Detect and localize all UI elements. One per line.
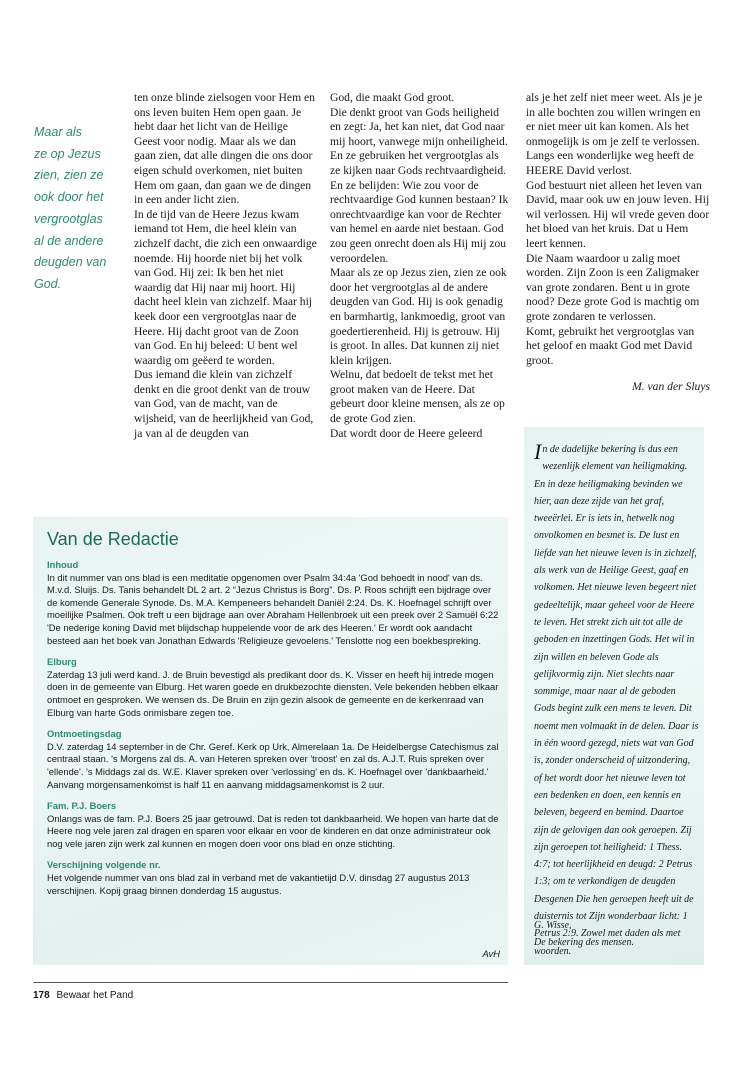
section-text: Onlangs was de fam. P.J. Boers 25 jaar getrouwd. Dat is reden tot dankbaarheid. We hopen van harte dat de Heere nog vele jaren zal dragen en sparen voor elkaar en voor de kinderen en dat onze administrateur ook nog vele jaren zijn werk zal kunnen en mogen doen voor ons blad en onze stichting. [47,812,499,849]
pull-quote [34,122,110,296]
paragraph: God bestuurt niet alleen het leven van David, maar ook uw en jouw leven. Hij wil verlossen. Hij wil vrede geven door het bloed van het kruis. Dat u Hem leert kennen. [526,178,710,250]
page-footer [33,990,133,1001]
paragraph: Komt, gebruikt het vergrootglas van het geloof en maakt God met David groot. [526,324,695,367]
paragraph: In de tijd van de Heere Jezus kwam iemand tot Hem, die heel klein van zichzelf dacht, die zich een onwaardige noemde. Hij hoorde niet bij het volk van God. Hij zei: Ik ben het niet waardig dat Hij naar mij hoort. Hij dacht heel klein van zichzelf. Maar hij keek door een vergrootglas naar de Heere. Hij dacht groot van de Zoon van God. En hij beleed: U bent wel waardig om geëerd te worden. [134,207,317,367]
paragraph: Die Naam waardoor u zalig moet worden. Zijn Zoon is een Zaligmaker van grote zondaren. Bent u in grote nood? Deze grote God is machtig om grote zondaren te verlossen. [526,251,700,323]
paragraph: Langs een wonderlijke weg heeft de HEERE David verlost. [526,149,694,177]
pull-quote-line: Maar als [34,125,82,139]
sidebar-quote-text: n de dadelijke bekering is dus een wezenlijk element van heiligmaking. En in deze heiligmaking bevinden we hier, aan deze zijde van het graf, tweeërlei. Er is iets in, hetwelk nog onvolkomen en besmet is. De lust en liefde van het nieuwe leven is in zichzelf, als werk van de Heilige Geest, gaaf en volkomen. Het nieuwe leven begeert niet gedeeltelijk, maar geheel voor de Heere te leven. Het strekt zich uit tot alle de geboden en inzettingen Gods. Het wil in zijn willen en beleven Gode als gelijkvormig zijn. Niet slechts naar sommige, maar naar al de geboden Gods begint zulk een mens te leven. Dit noemt men volmaakt in de delen. Daar is in één woord gezegd, niets wat van God is, zonder onderscheid of uitzondering, of het wordt door het nieuwe leven tot een bedenken en doen, een kennis en beleven, begeerd en bemind. Daartoe zijn de gelovigen dan ook geroepen. Zij zijn geroepen tot heiligheid: 1 Thess. 4:7; tot heerlijkheid en deugd: 2 Petrus 1:3; om te verkondigen de deugden Desgenen Die hen geroepen heeft uit de duisternis tot Zijn wonderbaar licht: 1 Petrus 2:9. Zowel met daden als met woorden. [534,444,699,957]
pull-quote-line: al de andere [34,233,104,248]
drop-cap: I [534,439,542,464]
editor-initials: AvH [482,948,500,959]
section-text: In dit nummer van ons blad is een meditatie opgenomen over Psalm 34:4a 'God behoedt in nood' van ds. M.v.d. Sluijs. Ds. Tanis behandelt DL 2 art. 2 “Jezus Christus is Borg”. Ds. P. Roos schrijft een bijdrage over de komende Generale Synode. Ds. M.A. Kempeneers behandelt Daniël 2:24. Ds. K. Hoefnagel schrijft over moeilijke Psalmen. Ook treft u een bijdrage aan over Abraham Hellenbroek uit een preek over 2 Samuël 6:22 'De nederige koning David met blijdschap huppelende voor de ark des Heeren.' Er wordt ook aandacht besteed aan het boek van Jonathan Edwards 'Religieuze gevoelens.' Tenslotte nog een boekbespreking. [47,571,499,646]
section-text: Zaterdag 13 juli werd kand. J. de Bruin bevestigd als predikant door ds. K. Visser en heeft hij intrede mogen doen in de gemeente van Elburg. Het waren goede en drukbezochte diensten. Vele bekenden hebben elkaar ontmoet en gesproken. We wensen ds. De Bruin en zijn gezin alsook de gemeente en de kerkenraad van Elburg van harte Gods onmisbare zegen toe. [47,668,499,718]
article-column-2 [330,91,510,441]
section-heading: Fam. P.J. Boers [47,800,117,812]
editorial-section [47,859,502,897]
footer-divider [33,982,508,983]
paragraph: Maar als ze op Jezus zien, zien ze ook door het vergrootglas al de andere deugden van God. Hij is ook genadig en barmhartig, lankmoedig, groot van goedertierenheid. Hij is getrouw. Hij is groot. In alles. Dat kunnen zij niet klein krijgen. [330,266,507,367]
editorial-title: Van de Redactie [47,529,179,549]
sidebar-author: G. Wisse, [534,920,572,931]
paragraph: Welnu, dat bedoelt de tekst met het groot maken van de Heere. Dat gebeurt door kleine mensen, als ze op de grote God zien. [330,368,505,426]
pull-quote-line: zien, zien ze [34,168,104,183]
page-number: 178 [33,990,50,1001]
paragraph: ten onze blinde zielsogen voor Hem en ons leven buiten Hem open gaan. Je hebt daar het licht van de Heilige Geest voor nodig. Maar als we dan gaan zien, dat alle dingen die ons door eigen schuld overkomen, niet buiten Hem om gaan, dan gaan we de dingen in een ander licht zien. [134,91,315,207]
paragraph: als je het zelf niet meer weet. Als je je in alle bochten zou willen wringen en er niet meer uit kan komen. Als het onmogelijk is om je zelf te verlossen. [526,91,703,148]
section-heading: Verschijning volgende nr. [47,859,161,871]
sidebar-book: De bekering des mensen. [534,937,634,948]
editorial-section [47,728,502,791]
editorial-box [33,517,508,965]
section-heading: Elburg [47,656,77,668]
editorial-section [47,656,502,719]
article-column-3 [526,91,710,395]
article-column-1 [134,91,317,441]
pull-quote-line: ook door het [34,190,104,205]
sidebar-quote [534,441,699,960]
section-heading: Ontmoetingsdag [47,728,122,740]
section-text: Het volgende nummer van ons blad zal in verband met de vakantietijd D.V. dinsdag 27 augustus 2013 verschijnen. Kopij graag binnen donderdag 15 augustus. [47,872,470,896]
pull-quote-line: ze op Jezus [34,146,101,161]
editorial-section [47,559,502,647]
magazine-title: Bewaar het Pand [56,990,134,1001]
author-signature: M. van der Sluys [632,380,710,394]
editorial-body [47,559,502,906]
pull-quote-line: deugden van [34,255,107,270]
section-heading: Inhoud [47,559,79,570]
pull-quote-line: vergrootglas [34,211,103,226]
section-text: D.V. zaterdag 14 september in de Chr. Geref. Kerk op Urk, Almerelaan 1a. De Heidelbergse Catechismus zal centraal staan. 's Morgens zal ds. A. van Heteren spreken over 'troost' en zal ds. A.J.T. Ruis spreken over 'ellende'. 's Middags zal ds. W.E. Klaver spreken over 'verlossing' en ds. K. Hoefnagel over 'dankbaarheid.' Aanvang morgensamenkomst is half 11 en aanvang middagsamenkomst is 2 uur. [47,740,499,790]
editorial-section [47,800,502,850]
pull-quote-line: God. [34,276,62,291]
quote-sidebar [524,427,704,965]
paragraph: Die denkt groot van Gods heiligheid en zegt: Ja, het kan niet, dat God naar mij hoort, vanwege mijn onheiligheid. [330,105,508,148]
paragraph: Dus iemand die klein van zichzelf denkt en die groot denkt van de trouw van God, van de macht, van de wijsheid, van de heerlijkheid van God, ja van al de deugden van [134,368,314,440]
paragraph: Dat wordt door de Heere geleerd [330,426,483,440]
paragraph: En ze gebruiken het vergrootglas als ze kijken naar Gods rechtvaardigheid. En ze belijden: Wie zou voor de rechtvaardige God kunnen bestaan? Ik onrechtvaardige kan voor de Rechter van hemel en aarde niet bestaan. God zou geen onrecht doen als Hij mij zou veroordelen. [330,149,509,265]
paragraph: God, die maakt God groot. [330,91,455,104]
sidebar-source [534,917,699,951]
